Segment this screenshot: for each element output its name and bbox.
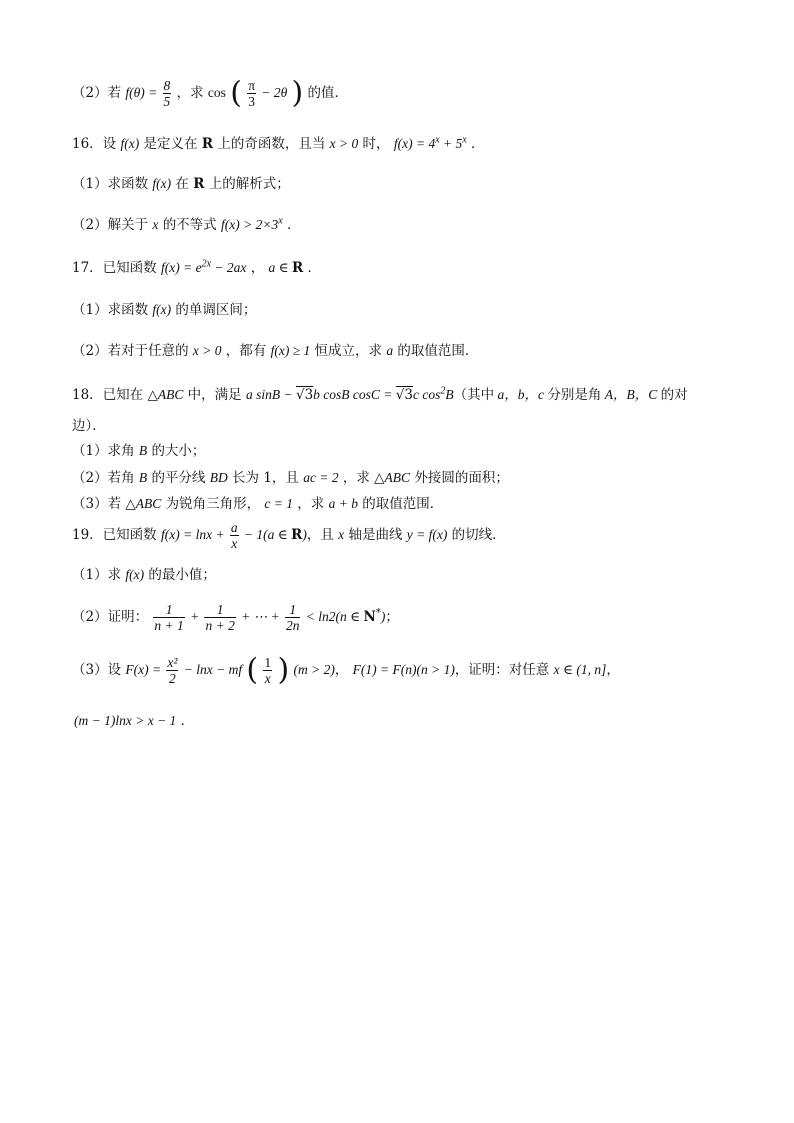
q17-end: ．: [307, 260, 322, 276]
q19-t1: ，且: [306, 527, 334, 543]
q15-fraction-pi-3: [247, 78, 256, 109]
q19-s2-den: n + 2: [205, 618, 235, 633]
q16-p2-x: x: [152, 217, 159, 232]
q17-p2-mid: ，都有: [225, 343, 267, 359]
q18-p1-suffix: 的大小；: [151, 443, 206, 459]
q19-fraction-a-x: [230, 520, 239, 551]
q19-rest: − 1(a ∈: [243, 527, 292, 542]
q18-p2-B: B: [138, 470, 148, 485]
q19-F-cond: (m > 2): [293, 662, 335, 677]
q17-fx: f(x) = e: [160, 260, 202, 275]
q16-p2-prefix: （2）解关于: [72, 217, 149, 233]
q16-part2: [72, 215, 300, 235]
q17-p2-ineq: f(x) ≥ 1: [270, 343, 311, 358]
q17-p2-cond: x > 0: [192, 343, 222, 358]
q19-final: (m − 1)lnx > x − 1: [74, 713, 177, 728]
q19-part3-cont: [74, 711, 194, 731]
q16-cond: x > 0: [329, 136, 359, 151]
q18-tri: △ABC: [147, 387, 184, 402]
q19-F-num: x²: [167, 655, 178, 670]
q19-t2: 轴是曲线: [348, 527, 403, 543]
q16-p1-mid: 在: [175, 176, 189, 192]
q18-p1-prefix: （1）求角: [72, 443, 135, 459]
q19-p1-suffix: 的最小值；: [148, 567, 216, 583]
q17-p1-f: f(x): [152, 302, 172, 317]
q19-sum-term3: [285, 602, 301, 633]
q17-number: 17．已知函数: [72, 260, 157, 276]
q18-p2-tri: △ABC: [374, 470, 411, 485]
q15-frac1-den: 5: [163, 94, 171, 109]
q18-stem-cont: [72, 416, 106, 436]
q19-dots: + ⋯ +: [241, 609, 280, 624]
q16-p2-ineq: f(x) > 2×3: [220, 217, 279, 232]
q19-semi: ；: [385, 609, 399, 625]
q19-curve: y = f(x): [406, 527, 448, 542]
q16-plus5: + 5: [439, 136, 463, 151]
q18-p2-mid2: 长为 1，且: [232, 470, 299, 486]
q19-N: N: [363, 609, 376, 625]
q16-p1-prefix: （1）求函数: [72, 176, 149, 192]
q16-number: 16．设: [72, 136, 117, 152]
q19-part3: [72, 650, 620, 690]
q18-vars: a，b，c: [494, 387, 548, 402]
q17-p2-mid2: 恒成立，求: [314, 343, 383, 359]
q18-part3: [72, 494, 443, 514]
q19-fx: f(x) = lnx +: [160, 527, 225, 542]
q19-part2: [72, 601, 399, 633]
q18-p3-mid2: ，求: [297, 496, 325, 512]
q19-part1: [72, 565, 216, 585]
q17-stem: [72, 258, 321, 278]
q15-mid-text: ，求: [176, 85, 204, 101]
q18-t1: 中，满足: [187, 387, 242, 403]
q18-p3-mid: 为锐角三角形，: [165, 496, 261, 512]
q19-F: F(x) =: [125, 662, 162, 677]
q17-exp: 2x: [201, 258, 212, 270]
q16-t2: 上的奇函数，且当: [217, 136, 326, 152]
q17-part1: [72, 300, 256, 320]
q19-number: 19．已知函数: [72, 527, 157, 543]
q18-eq-a: a sinB −: [245, 387, 296, 402]
q18-angles: A，B，C: [601, 387, 661, 402]
q17-p2-prefix: （2）若对于任意的: [72, 343, 189, 359]
q18-p2-BD: BD: [209, 470, 228, 485]
q18-sqrt2: √3: [395, 387, 413, 403]
q18-p2-mid3: ，求: [342, 470, 370, 486]
q16-fx: f(x) = 4: [393, 136, 436, 151]
q19-t-prove: ，证明：对任意: [454, 662, 550, 678]
q19-x: x: [338, 527, 345, 542]
q19-F-in-den: x: [264, 671, 271, 686]
q19-s1-den: n + 1: [154, 618, 184, 633]
q15-part2: [72, 75, 349, 111]
q16-p1-R: R: [193, 176, 205, 192]
q17-part2: [72, 341, 478, 361]
q16-p1-f: f(x): [152, 176, 172, 191]
q19-R: R: [291, 527, 303, 543]
q18-eq-exp: 2: [440, 385, 446, 397]
q16-stem: [72, 134, 485, 154]
q19-s3-num: 1: [285, 602, 301, 618]
q19-ineq: < ln2: [305, 609, 336, 624]
q18-sqrt1: √3: [295, 387, 314, 403]
q18-t2: （其中: [453, 387, 495, 403]
q18-part2: [72, 468, 509, 488]
q19-F-den: 2: [169, 671, 176, 686]
q16-exp2: x: [462, 134, 467, 146]
q19-plus: +: [190, 609, 200, 624]
q17-a-in: a ∈: [268, 260, 292, 275]
q15-open-paren: (: [230, 75, 242, 111]
q19-p2-prefix: （2）证明：: [72, 609, 149, 625]
q18-p3-tri: △ABC: [125, 496, 162, 511]
q19-p3-prefix: （3）设: [72, 662, 122, 678]
q18-eq-b: b cosB cosC =: [313, 387, 396, 402]
q15-suffix: 的值．: [307, 85, 349, 101]
q19-stem: [72, 520, 506, 551]
q16-end: ．: [471, 136, 485, 152]
q19-F-in-num: 1: [264, 655, 272, 670]
q16-R: R: [201, 136, 214, 152]
q15-frac1-num: 8: [163, 78, 171, 93]
q19-frac-num: a: [230, 520, 238, 535]
q19-F-mid: − lnx − mf: [183, 662, 243, 677]
q19-sum-term1: [153, 602, 184, 633]
q18-t3: 分别是角: [547, 387, 602, 403]
q18-p3-c: c = 1: [264, 496, 293, 511]
q18-p3-suffix: 的取值范围．: [362, 496, 444, 512]
q17-rest: − 2ax: [211, 260, 247, 275]
q15-f-theta: f(θ) =: [125, 85, 158, 100]
q16-t1: 是定义在: [143, 136, 198, 152]
q17-R: R: [291, 260, 304, 276]
q15-frac2-num: π: [248, 78, 256, 93]
q19-s1-num: 1: [153, 602, 184, 618]
q18-part1: [72, 441, 205, 461]
q16-p1-suffix: 上的解析式；: [208, 176, 290, 192]
q19-frac-den: x: [231, 536, 238, 551]
q18-p2-mid: 的平分线: [151, 470, 206, 486]
q19-final-end: ．: [180, 713, 195, 729]
q19-sum-term2: [204, 602, 235, 633]
q15-cos: cos: [207, 85, 226, 100]
q19-F-open-paren: (: [246, 652, 259, 688]
q19-cond-end: ): [380, 609, 386, 624]
q19-F-close-paren: ): [277, 652, 290, 688]
q15-close-paren: ): [291, 75, 304, 111]
q17-p2-a: a: [386, 343, 394, 358]
q19-p1-f: f(x): [125, 567, 145, 582]
q19-rest2: ): [302, 527, 307, 542]
q19-F-inner-fraction: [263, 655, 272, 686]
q15-frac2-den: 3: [248, 94, 255, 109]
q16-exp1: x: [435, 134, 440, 146]
q16-part1: [72, 174, 290, 194]
q17-p2-suffix: 的取值范围．: [397, 343, 479, 359]
q19-cond: (n ∈: [335, 609, 364, 624]
q18-p2-ac: ac = 2: [303, 470, 339, 485]
q18-number: 18．已知在: [72, 387, 144, 403]
q18-cont: 边）．: [72, 418, 106, 434]
q17-p1-prefix: （1）求函数: [72, 302, 149, 318]
q16-f: f(x): [120, 136, 140, 151]
q18-p2-prefix: （2）若角: [72, 470, 135, 486]
q19-F1: F(1) = F(n)(n > 1): [352, 662, 455, 677]
q16-p2-exp: x: [278, 215, 283, 227]
q15-part2-prefix: （2）若: [72, 85, 122, 101]
q19-s3-den: 2n: [285, 618, 300, 633]
q19-p1-prefix: （1）求: [72, 567, 122, 583]
q19-F-fraction: [166, 655, 178, 686]
q15-fraction-8-5: [163, 78, 172, 109]
q18-eq-d: B: [445, 387, 454, 402]
q18-p3-prefix: （3）若: [72, 496, 122, 512]
q18-eq-c: c cos: [412, 387, 441, 402]
q19-star: *: [375, 607, 381, 619]
q19-comma: ，: [334, 662, 349, 678]
q18-p2-suffix: 外接圆的面积；: [414, 470, 509, 486]
q18-p3-ab: a + b: [328, 496, 358, 511]
q19-comma2: ，: [606, 662, 620, 678]
q17-comma: ，: [250, 260, 265, 276]
q18-stem: [72, 385, 688, 405]
q18-p1-B: B: [138, 443, 148, 458]
q16-p2-end: ．: [286, 217, 301, 233]
q19-s2-num: 1: [204, 602, 235, 618]
q19-x-range: x ∈ (1, n]: [553, 662, 607, 677]
q15-cos-tail: − 2θ: [261, 85, 288, 100]
q16-p2-mid: 的不等式: [162, 217, 217, 233]
q18-t4: 的对: [660, 387, 688, 403]
q17-p1-suffix: 的单调区间；: [175, 302, 257, 318]
q19-t3: 的切线．: [451, 527, 506, 543]
q16-t3: 时，: [362, 136, 390, 152]
